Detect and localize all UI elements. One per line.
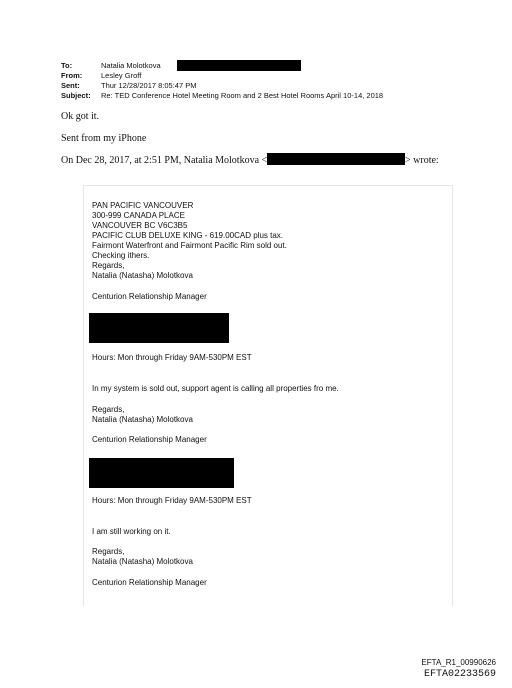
sender-name-3: Natalia (Natasha) Molotkova [92, 557, 193, 566]
reply-line-2: Sent from my iPhone [61, 133, 147, 144]
regards-3: Regards, [92, 547, 125, 556]
quoted-message-2: In my system is sold out, support agent is calling all properties fro me. [92, 384, 339, 393]
quoted-line-4: PACIFIC CLUB DELUXE KING - 619.00CAD plus tax. [92, 231, 284, 240]
quoted-line-7: Regards, [92, 261, 125, 270]
to-label: To: [61, 61, 73, 70]
sent-value: Thur 12/28/2017 8:05:47 PM [101, 81, 197, 90]
redaction-sender-email [267, 153, 405, 165]
subject-value: Re: TED Conference Hotel Meeting Room and 2 Best Hotel Rooms April 10-14, 2018 [101, 91, 384, 100]
sender-name-2: Natalia (Natasha) Molotkova [92, 415, 193, 424]
quoted-line-8: Natalia (Natasha) Molotkova [92, 271, 193, 280]
subject-label: Subject: [61, 91, 91, 100]
from-value: Lesley Groff [101, 71, 142, 80]
redaction-signature-1 [89, 313, 229, 343]
reply-line-1: Ok got it. [61, 111, 100, 122]
signature-title-2: Centurion Relationship Manager [92, 435, 207, 444]
quote-intro-a: On Dec 28, 2017, at 2:51 PM, Natalia Molotkova < [61, 155, 268, 166]
quote-intro-b: > wrote: [405, 155, 439, 166]
quoted-line-2: 300-999 CANADA PLACE [92, 211, 185, 220]
quoted-message-3: I am still working on it. [92, 527, 171, 536]
redaction-signature-2 [89, 458, 234, 488]
bates-id-2: EFTA02233569 [423, 669, 496, 680]
quoted-line-6: Checking ithers. [92, 251, 150, 260]
hours-line-2: Hours: Mon through Friday 9AM-530PM EST [92, 496, 252, 505]
quoted-line-3: VANCOUVER BC V6C3B5 [92, 221, 188, 230]
quoted-line-5: Fairmont Waterfront and Fairmont Pacific Rim sold out. [92, 241, 287, 250]
signature-title-1: Centurion Relationship Manager [92, 292, 207, 301]
signature-title-3: Centurion Relationship Manager [92, 578, 207, 587]
from-label: From: [61, 71, 83, 80]
redaction-to-email [177, 60, 301, 71]
bates-id-1: EFTA_R1_00990626 [421, 658, 496, 667]
quoted-line-1: PAN PACIFIC VANCOUVER [92, 201, 194, 210]
hours-line-1: Hours: Mon through Friday 9AM-530PM EST [92, 353, 252, 362]
regards-2: Regards, [92, 405, 125, 414]
to-value: Natalia Molotkova [101, 61, 161, 70]
sent-label: Sent: [61, 81, 80, 90]
